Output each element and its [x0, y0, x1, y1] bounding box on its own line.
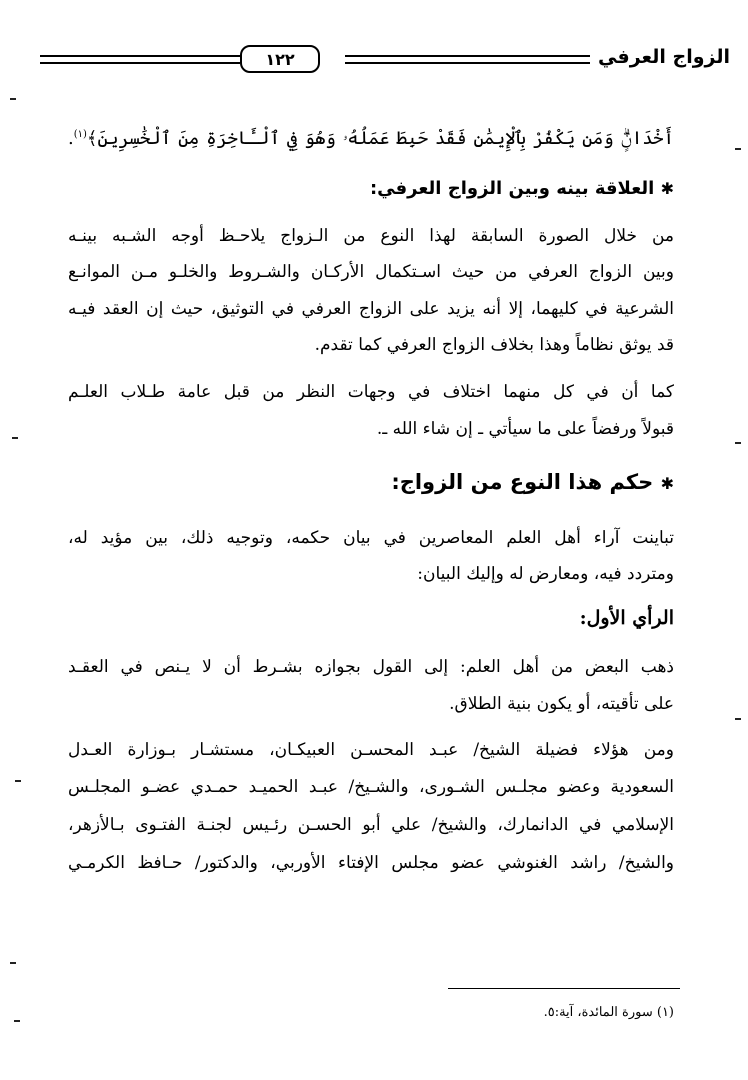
- paragraph-line: من خلال الصورة السابقة لهذا النوع من الـزواج يلاحـظ أوجه الشـبه بينـه: [68, 226, 674, 246]
- page-number: ١٢٢: [240, 45, 320, 73]
- section-heading-first-opinion: الرأي الأول:: [579, 607, 674, 629]
- paragraph-line: قد يوثق نظاماً وهذا بخلاف الزواج العرفي كما تقدم.: [314, 335, 674, 355]
- scan-mark: [12, 437, 18, 439]
- scan-mark: [10, 962, 16, 964]
- footnote-separator: [448, 988, 680, 989]
- section-heading-ruling: [68, 470, 674, 494]
- paragraph-line: السعودية وعضو مجلـس الشـورى، والشـيخ/ عبـد الحميـد حمـدي عضـو المجلـس: [68, 777, 674, 797]
- scan-mark: [14, 1020, 20, 1022]
- scan-mark: [735, 148, 741, 150]
- scan-mark: [10, 98, 16, 100]
- scan-mark: [735, 718, 741, 720]
- paragraph-line: الإسلامي في الدانمارك، والشيخ/ علي أبو الحسـن رئـيس لجنـة الفتـوى بـالأزهر،: [68, 815, 674, 835]
- footnote: (١) سورة المائدة، آية:٥.: [543, 1005, 674, 1020]
- paragraph-line: كما أن في كل منهما اختلاف في وجهات النظر من قبل عامة طـلاب العلـم: [68, 382, 674, 402]
- paragraph-line: وبين الزواج العرفي من حيث اسـتكمال الأركـان والشـروط والخلـو مـن الموانـع: [68, 262, 674, 282]
- paragraph-line: ذهب البعض من أهل العلم: إلى القول بجوازه بشـرط أن لا يـنص في العقـد: [68, 657, 674, 677]
- paragraph-line: تباينت آراء أهل العلم المعاصرين في بيان حكمه، وتوجيه ذلك، بين مؤيد له،: [68, 528, 674, 548]
- scan-mark: [735, 442, 741, 444]
- paragraph-line: ومتردد فيه، ومعارض له وإليك البيان:: [417, 564, 674, 584]
- scan-mark: [15, 780, 21, 782]
- header-rule-left: [40, 55, 240, 64]
- paragraph-line: والشيخ/ راشد الغنوشي عضو مجلس الإفتاء الأوربي، والدكتور/ حـافظ الكرمـي: [68, 853, 674, 873]
- section-heading-relation: [68, 178, 674, 199]
- paragraph-line: قبولاً ورفضاً على ما سيأتي ـ إن شاء الله ـ.: [376, 419, 674, 439]
- quran-verse-line: [68, 128, 674, 149]
- paragraph-line: ومن هؤلاء فضيلة الشيخ/ عبـد المحسـن العبيكـان، مستشـار بـوزارة العـدل: [68, 740, 674, 760]
- verse-close-bracket: ﴾: [86, 128, 98, 149]
- page-header: [40, 40, 730, 80]
- star-bullet-icon: ✱: [660, 179, 674, 198]
- book-title: الزواج العرفي: [598, 46, 730, 68]
- paragraph-line: الشرعية في كليهما، إلا أنه يزيد على الزواج العرفي في التوثيق، حيث إن العقد فيـه: [68, 299, 674, 319]
- footnote-marker: (١): [73, 129, 87, 140]
- verse-text: أَخْدَانٍۗ وَمَن يَكْفُرْ بِٱلْإِيمَٰنِ فَقَدْ حَبِطَ عَمَلُهُۥ وَهُوَ فِي ٱلْـَٔاخِرَةِ مِنَ ٱلْخَٰسِرِينَ: [97, 128, 674, 149]
- section-heading-text: العلاقة بينه وبين الزواج العرفي:: [369, 178, 655, 199]
- verse-end: .: [68, 128, 74, 149]
- section-heading-text: حكم هذا النوع من الزواج:: [391, 470, 654, 494]
- star-bullet-icon: ✱: [660, 474, 674, 493]
- paragraph-line: على تأقيته، أو يكون بنية الطلاق.: [449, 694, 674, 714]
- header-rule-right: [345, 55, 590, 64]
